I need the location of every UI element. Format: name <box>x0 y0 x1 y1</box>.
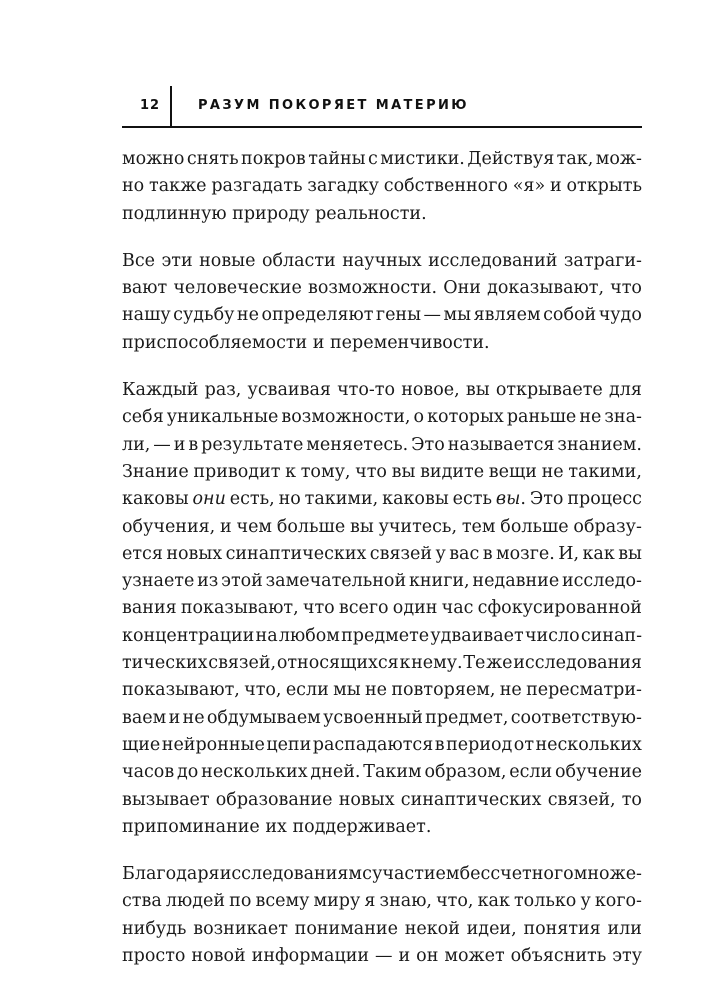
word: мы <box>333 680 361 701</box>
word: Они <box>443 278 481 299</box>
word: каковы <box>382 489 449 510</box>
text-line <box>122 541 642 568</box>
word: и <box>398 946 411 967</box>
word: научных <box>342 250 422 271</box>
word: новых <box>338 789 395 810</box>
word: то <box>621 789 642 810</box>
word: не <box>182 707 205 728</box>
word: из <box>197 571 219 592</box>
word: не <box>364 680 388 701</box>
word: у <box>435 543 446 564</box>
word: нескольких <box>201 762 308 783</box>
word: зна- <box>604 407 642 428</box>
text-line <box>122 302 642 329</box>
word: щие <box>122 734 161 755</box>
text-line <box>122 732 642 759</box>
text-line <box>122 146 642 173</box>
word: множе- <box>573 864 642 885</box>
word: есть, <box>229 489 275 510</box>
word: что-то <box>337 380 396 401</box>
word: я <box>364 891 376 912</box>
text-line <box>122 459 642 486</box>
word: что <box>302 598 335 619</box>
word: собой <box>543 305 597 326</box>
word: новых <box>166 543 223 564</box>
text-line <box>122 888 642 915</box>
word: нейронные <box>161 734 265 755</box>
word: новой <box>191 946 246 967</box>
word: области <box>261 250 336 271</box>
word: вы <box>349 516 374 537</box>
word: час <box>441 598 474 619</box>
word: загадку <box>307 176 379 197</box>
running-title: РАЗУМ ПОКОРЯЕТ МАТЕРИЮ <box>198 98 469 113</box>
word: но <box>122 176 145 197</box>
word: показывают, <box>122 680 240 701</box>
word: Это <box>529 489 564 510</box>
word: образование <box>215 789 333 810</box>
word: доказывают, <box>487 278 605 299</box>
word: Это <box>411 434 445 455</box>
word: концентрации <box>122 625 255 646</box>
word: кого- <box>594 891 642 912</box>
word: любом <box>278 625 340 646</box>
word: по <box>229 891 252 912</box>
word: нашу <box>122 305 171 326</box>
word: объяснить <box>510 946 607 967</box>
word: удваивает <box>430 625 524 646</box>
word: такими, <box>304 489 379 510</box>
text-line <box>122 916 642 943</box>
word: в <box>434 734 445 755</box>
word: видите <box>420 461 485 482</box>
text-line <box>122 173 642 200</box>
word: Таким <box>363 762 422 783</box>
word: покров <box>241 149 306 169</box>
word: не <box>579 407 602 428</box>
word: Те <box>463 653 486 674</box>
word: на <box>255 625 278 646</box>
word: узнаете <box>122 571 195 592</box>
word: бессчетного <box>459 864 574 885</box>
word: тических <box>122 653 208 674</box>
word: вы <box>618 543 642 564</box>
word: Все <box>122 250 156 271</box>
word: предмете <box>341 625 430 646</box>
text-line <box>122 650 642 677</box>
word: связей <box>369 543 433 564</box>
word: мы <box>443 305 472 326</box>
word: тайны <box>308 149 366 169</box>
word: вызывает <box>122 789 210 810</box>
word: некой <box>404 918 460 939</box>
word: возникает <box>193 918 288 939</box>
word: уникальные <box>166 407 279 428</box>
word: и <box>220 516 232 537</box>
text-line <box>122 623 642 650</box>
word: книги, <box>408 571 470 592</box>
word: И, <box>558 543 580 564</box>
word: каковы <box>122 489 189 510</box>
word: новые <box>199 250 256 271</box>
word: всего <box>338 598 389 619</box>
word: образу- <box>573 516 642 537</box>
text-line <box>122 705 642 732</box>
line-text: приспособляемости и переменчивости. <box>122 332 490 353</box>
word: называется <box>447 434 555 455</box>
word: всему <box>255 891 310 912</box>
word: ваем <box>122 707 167 728</box>
text-line <box>122 248 642 275</box>
word: не <box>499 680 522 701</box>
word: себя <box>122 407 164 428</box>
word: Благодаря <box>122 864 220 885</box>
word: период <box>446 734 513 755</box>
body-text <box>122 146 642 990</box>
word: сфокусированной <box>477 598 642 619</box>
word: но <box>278 489 301 510</box>
word: эти <box>161 250 193 271</box>
word: показывают, <box>180 598 299 619</box>
line-text: припоминание их поддерживает. <box>122 816 432 837</box>
text-line <box>122 201 642 228</box>
word: повторяем, <box>391 680 496 701</box>
word: возможности. <box>308 278 438 299</box>
word: человеческие <box>173 278 302 299</box>
word: предмет, <box>425 707 509 728</box>
word: снять <box>186 149 239 169</box>
word: и <box>550 176 562 197</box>
word: вы <box>465 380 490 401</box>
paragraph <box>122 248 642 357</box>
text-line <box>122 568 642 595</box>
word: он <box>416 946 439 967</box>
word: если <box>509 762 553 783</box>
word: как <box>477 891 510 912</box>
word: вы <box>391 461 416 482</box>
word: синап- <box>580 625 642 646</box>
word: цепи <box>266 734 312 755</box>
word: образом, <box>424 762 507 783</box>
paragraph <box>122 861 642 970</box>
text-line <box>122 404 642 431</box>
word: дней. <box>310 762 361 783</box>
text-line <box>122 677 642 704</box>
word: «я» <box>512 176 546 197</box>
word: новое, <box>401 380 460 401</box>
word: участием <box>372 864 460 885</box>
word: собственного <box>383 176 508 197</box>
word: относящихся <box>276 653 399 674</box>
word: можно <box>122 149 185 169</box>
word: в <box>482 543 493 564</box>
word: открываете <box>495 380 603 401</box>
word: не <box>236 305 259 326</box>
word: с <box>362 864 372 885</box>
text-line <box>122 787 642 814</box>
word: гены <box>375 305 422 326</box>
word: этой <box>221 571 263 592</box>
word: замечательной <box>265 571 407 592</box>
text-line <box>122 595 642 622</box>
word: число <box>524 625 580 646</box>
word: связей, <box>208 653 277 674</box>
word: разгадать <box>211 176 303 197</box>
word: — <box>423 305 442 326</box>
word: мозге. <box>496 543 555 564</box>
word: знанием. <box>557 434 642 455</box>
word: что <box>610 278 642 299</box>
word: от <box>513 734 534 755</box>
word: раньше <box>506 407 577 428</box>
word: нему. <box>411 653 463 674</box>
word: как <box>582 543 615 564</box>
word: обдумываем <box>206 707 321 728</box>
word: больше <box>500 516 569 537</box>
word: до <box>177 762 199 783</box>
running-header <box>122 86 642 128</box>
word: Каждый <box>122 380 199 401</box>
word: вы. <box>495 489 526 510</box>
word: нибудь <box>122 918 187 939</box>
word: судьбу <box>173 305 235 326</box>
word: они <box>192 489 226 510</box>
word: ется <box>122 543 163 564</box>
word: процесс <box>567 489 642 510</box>
paragraph <box>122 377 642 841</box>
word: вещи <box>488 461 537 482</box>
word: усваивая <box>247 380 331 401</box>
word: вания <box>122 598 177 619</box>
word: учитесь, <box>378 516 458 537</box>
word: ства <box>122 891 162 912</box>
word: Знание <box>122 461 189 482</box>
word: информации <box>251 946 370 967</box>
text-line <box>122 486 642 513</box>
text-line <box>122 814 642 841</box>
word: распадаются <box>312 734 434 755</box>
header-divider <box>170 86 172 126</box>
word: усвоенный <box>323 707 423 728</box>
word: если <box>285 680 329 701</box>
word: недавние <box>472 571 560 592</box>
word: исследованиям <box>219 864 363 885</box>
word: что, <box>436 891 474 912</box>
word: или <box>607 918 642 939</box>
word: определяют <box>261 305 374 326</box>
word: что, <box>244 680 282 701</box>
word: также <box>149 176 207 197</box>
word: — <box>375 946 393 967</box>
text-line <box>122 759 642 786</box>
word: есть <box>452 489 493 510</box>
word: являем <box>473 305 541 326</box>
text-line <box>122 275 642 302</box>
word: чем <box>236 516 273 537</box>
line-text: подлинную природу реальности. <box>122 203 427 224</box>
word: что <box>355 461 387 482</box>
word: тем <box>461 516 496 537</box>
word: нескольких <box>535 734 642 755</box>
text-line <box>122 377 642 404</box>
word: часов <box>122 762 175 783</box>
word: обучения, <box>122 516 216 537</box>
word: так, <box>556 149 594 169</box>
word: понимание <box>294 918 398 939</box>
word: такими, <box>568 461 642 482</box>
text-line <box>122 432 642 459</box>
word: открыть <box>566 176 642 197</box>
word: Действуя <box>467 149 555 169</box>
word: к <box>285 461 297 482</box>
word: не <box>541 461 564 482</box>
word: затраги- <box>563 250 642 271</box>
word: понятия <box>523 918 601 939</box>
word: больше <box>276 516 346 537</box>
word: и <box>168 707 181 728</box>
word: может <box>444 946 505 967</box>
word: мистики. <box>380 149 465 169</box>
word: с <box>368 149 378 169</box>
word: — <box>153 434 171 455</box>
word: к <box>399 653 411 674</box>
word: только <box>514 891 577 912</box>
word: у <box>580 891 591 912</box>
word: же <box>486 653 513 674</box>
word: приводит <box>193 461 281 482</box>
word: исследо- <box>561 571 642 592</box>
word: связей, <box>547 789 616 810</box>
word: ли, <box>122 434 151 455</box>
word: соответствую- <box>510 707 642 728</box>
word: о <box>413 407 425 428</box>
word: исследований <box>428 250 558 271</box>
text-line <box>122 514 642 541</box>
text-line <box>122 861 642 888</box>
word: возможности, <box>281 407 411 428</box>
word: тому, <box>300 461 351 482</box>
word: раз, <box>204 380 242 401</box>
word: результате <box>201 434 304 455</box>
word: идеи, <box>466 918 517 939</box>
word: эту <box>612 946 642 967</box>
word: людей <box>165 891 226 912</box>
word: чудо <box>598 305 642 326</box>
word: для <box>608 380 642 401</box>
paragraph <box>122 146 642 228</box>
word: исследования <box>513 653 642 674</box>
word: синаптических <box>400 789 542 810</box>
word: обучение <box>555 762 642 783</box>
word: меняетесь. <box>306 434 409 455</box>
word: просто <box>122 946 186 967</box>
text-line <box>122 943 642 970</box>
word: синаптических <box>225 543 367 564</box>
word: один <box>392 598 438 619</box>
word: и <box>173 434 186 455</box>
page-number: 12 <box>140 98 161 113</box>
word: мож- <box>595 149 642 169</box>
text-line <box>122 330 642 357</box>
word: миру <box>313 891 361 912</box>
word: которых <box>427 407 504 428</box>
word: вают <box>122 278 168 299</box>
word: пересматри- <box>526 680 642 701</box>
word: в <box>188 434 199 455</box>
word: знаю, <box>379 891 432 912</box>
word: вас <box>449 543 480 564</box>
